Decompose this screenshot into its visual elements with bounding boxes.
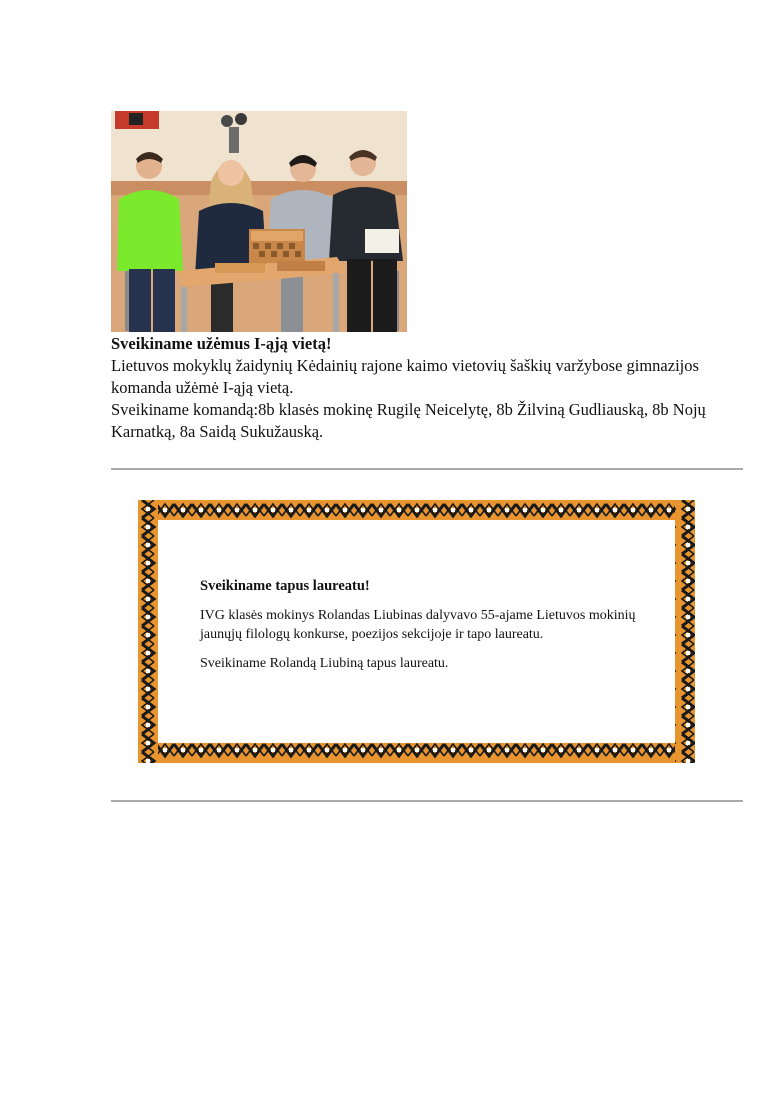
award-paragraph-2: Sveikiname Rolandą Liubiną tapus laureatu. [200, 656, 449, 671]
divider [111, 468, 743, 470]
award-paragraph-1: IVG klasės mokinys Rolandas Liubinas dalyvavo 55-ajame Lietuvos mokinių jaunųjų filologų konkurse, poezijos sekcijoje ir tapo laureatu. [200, 608, 636, 642]
team-photo-image [111, 111, 407, 332]
article-paragraph-1: Lietuvos mokyklų žaidynių Kėdainių rajone kaimo vietovių šaškių varžybose gimnazijos komanda užėmė I-ąją vietą. [111, 356, 699, 397]
article-paragraph-2: Sveikiname komandą:8b klasės mokinę Rugilę Neicelytę, 8b Žilviną Gudliauską, 8b Nojų Karnatką, 8a Saidą Sukužauską. [111, 400, 706, 441]
team-photo [111, 111, 407, 332]
article [111, 333, 751, 443]
divider [111, 800, 743, 802]
award-title: Sveikiname tapus laureatu! [200, 578, 370, 594]
award-announcement [200, 577, 670, 683]
article-title: Sveikiname užėmus I-ąją vietą! [111, 334, 332, 353]
